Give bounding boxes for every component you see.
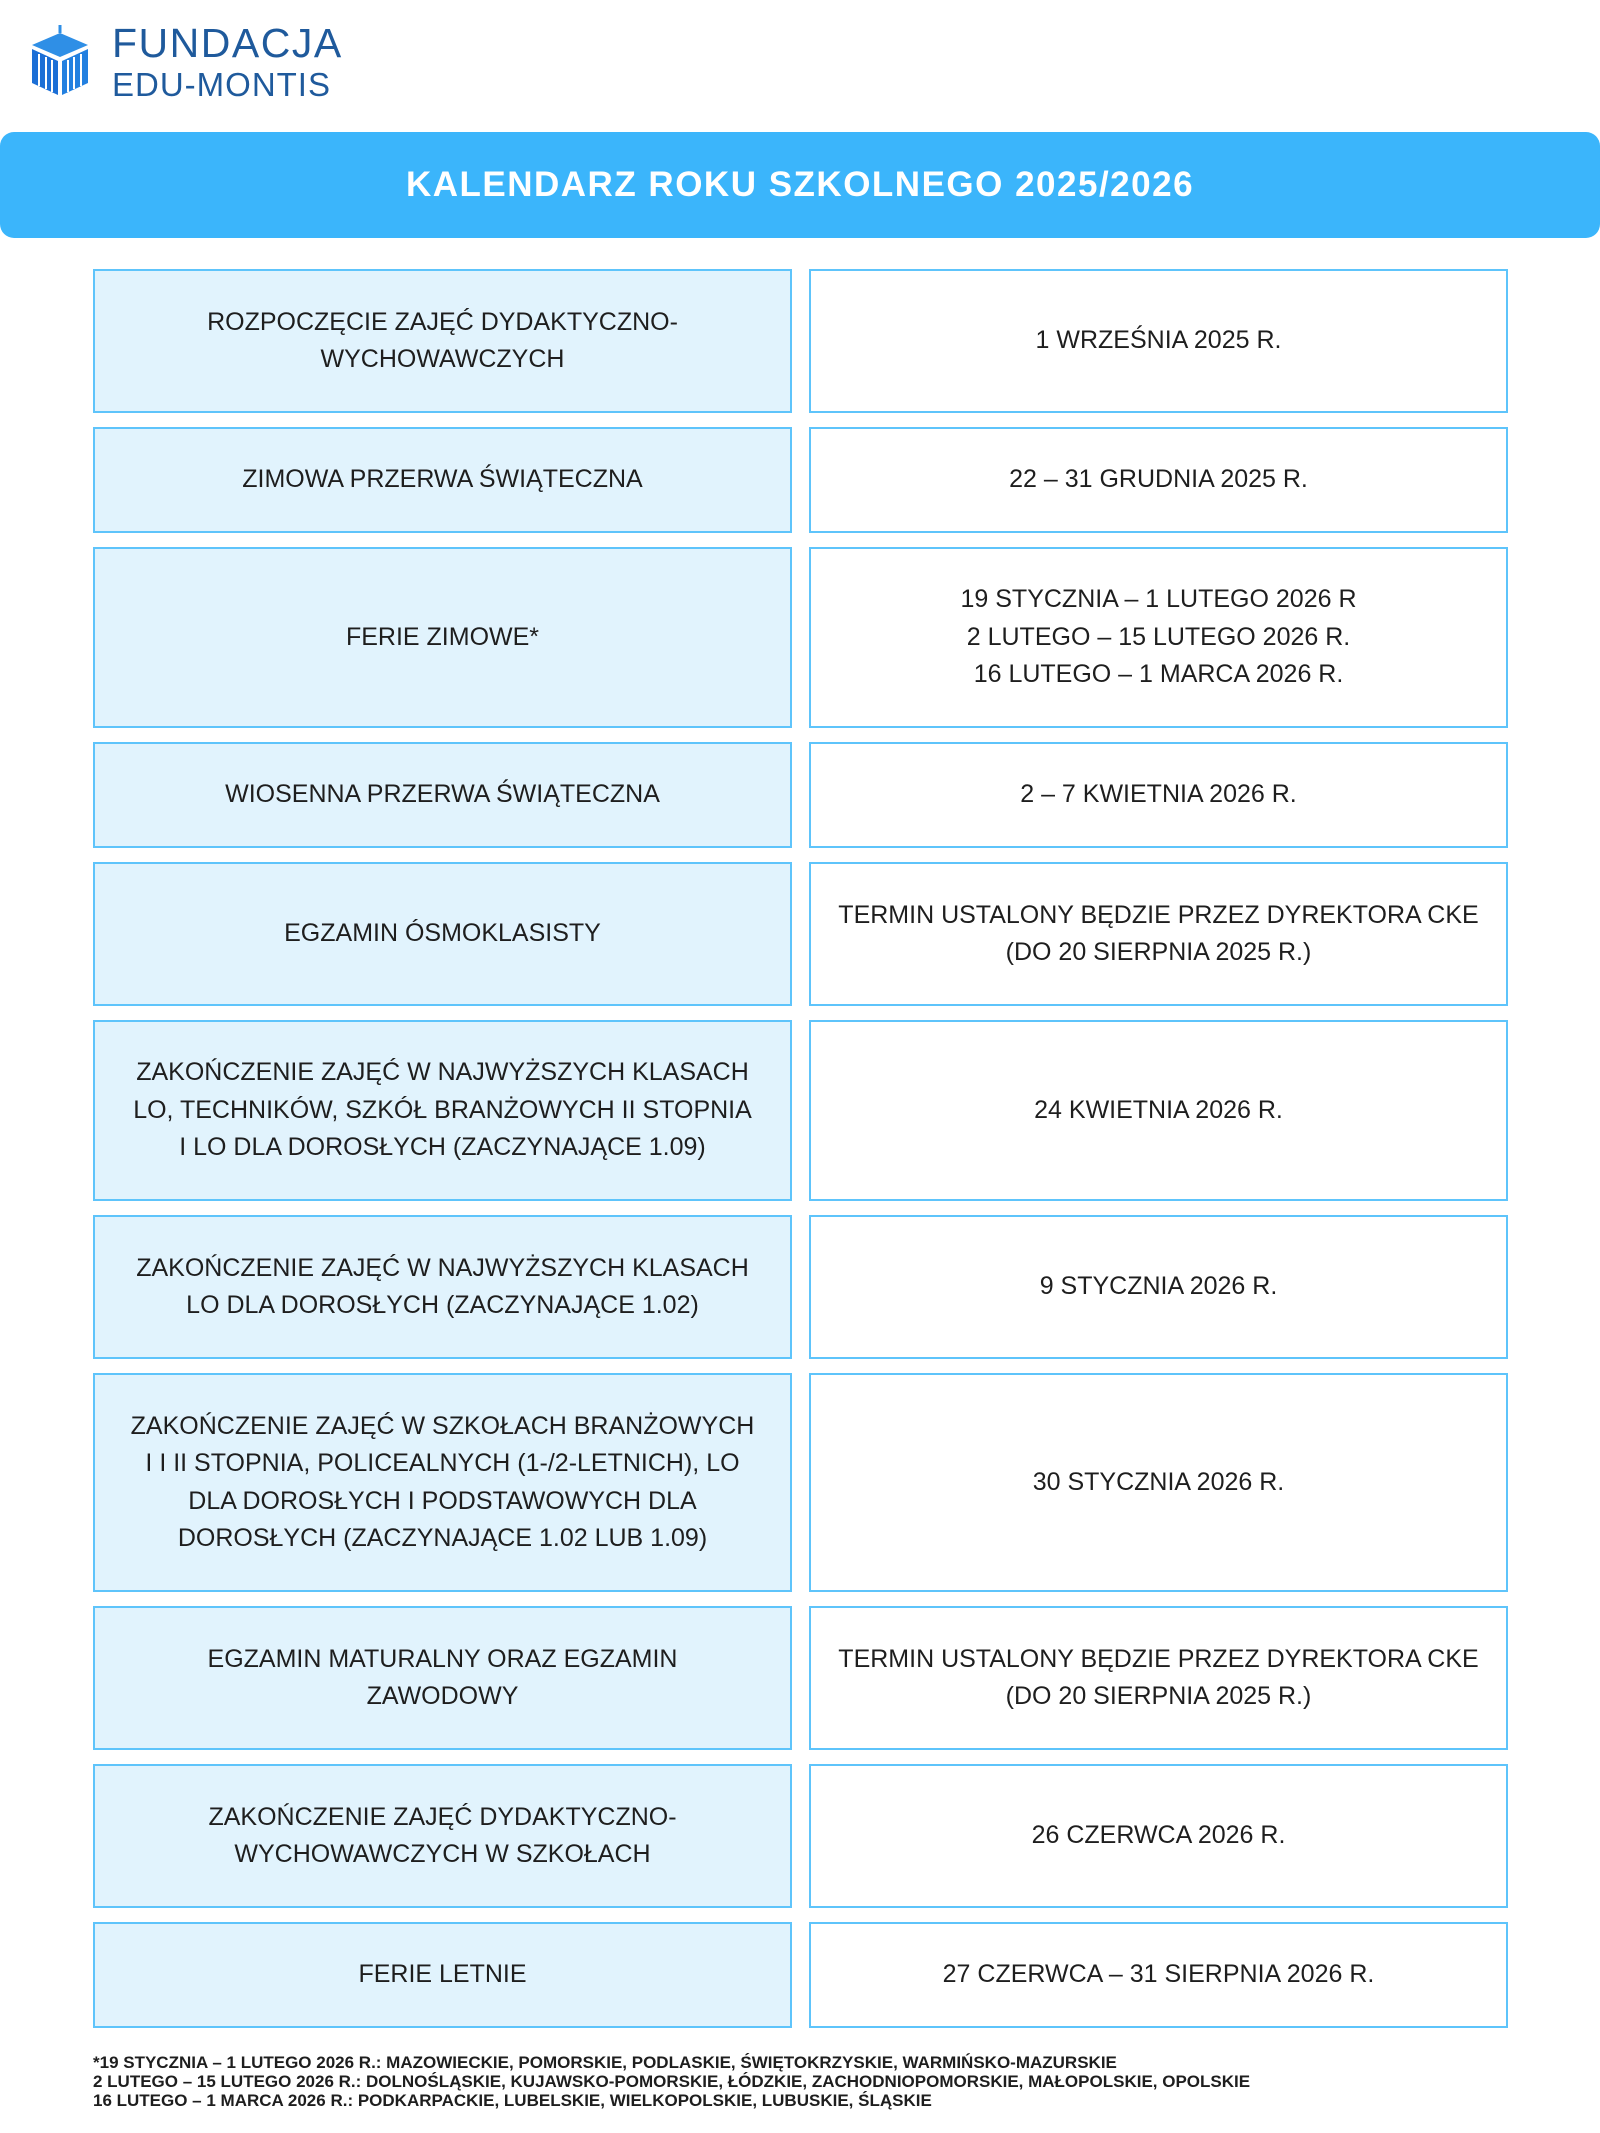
date-value: 2 – 7 KWIETNIA 2026 R.: [1020, 780, 1297, 809]
footnote-line: 16 LUTEGO – 1 MARCA 2026 R.: PODKARPACKIE, LUBELSKIE, WIELKOPOLSKIE, LUBUSKIE, ŚLĄSKIE: [93, 2091, 932, 2110]
event-label: EGZAMIN MATURALNY ORAZ EGZAMIN ZAWODOWY: [207, 1644, 678, 1710]
date-cell: [809, 547, 1508, 728]
date-cell: [809, 269, 1508, 413]
date-cell: [809, 862, 1508, 1006]
event-cell: [93, 269, 792, 413]
date-cell: [809, 1922, 1508, 2028]
event-cell: [93, 742, 792, 848]
date-value: 19 STYCZNIA – 1 LUTEGO 2026 R 2 LUTEGO – 15 LUTEGO 2026 R. 16 LUTEGO – 1 MARCA 2026 R.: [960, 585, 1357, 689]
date-value: TERMIN USTALONY BĘDZIE PRZEZ DYREKTORA CKE (DO 20 SIERPNIA 2025 R.): [838, 900, 1479, 966]
calendar-table: [93, 269, 1508, 2028]
event-label: ZAKOŃCZENIE ZAJĘĆ W SZKOŁACH BRANŻOWYCH I I II STOPNIA, POLICEALNYCH (1-/2-LETNICH), LO DLA DOROSŁYCH I PODSTAWOWYCH DLA DOROSŁYCH (ZACZYNAJĄCE 1.02 LUB 1.09): [130, 1411, 755, 1552]
event-cell: [93, 427, 792, 533]
event-label: FERIE ZIMOWE*: [345, 622, 540, 651]
date-cell: [809, 1020, 1508, 1201]
table-row: [93, 1373, 1508, 1592]
date-value: 22 – 31 GRUDNIA 2025 R.: [1009, 465, 1308, 494]
event-label: WIOSENNA PRZERWA ŚWIĄTECZNA: [225, 780, 660, 809]
page-title: KALENDARZ ROKU SZKOLNEGO 2025/2026: [405, 165, 1195, 204]
table-row: [93, 1606, 1508, 1750]
event-cell: [93, 1020, 792, 1201]
event-cell: [93, 862, 792, 1006]
footnote-line: 2 LUTEGO – 15 LUTEGO 2026 R.: DOLNOŚLĄSKIE, KUJAWSKO-POMORSKIE, ŁÓDZKIE, ZACHODNIOPOMORSKIE, MAŁOPOLSKIE, OPOLSKIE: [93, 2072, 1251, 2091]
logo: [30, 22, 343, 102]
event-cell: [93, 1606, 792, 1750]
date-cell: [809, 1215, 1508, 1359]
date-value: TERMIN USTALONY BĘDZIE PRZEZ DYREKTORA CKE (DO 20 SIERPNIA 2025 R.): [838, 1644, 1479, 1710]
table-row: [93, 862, 1508, 1006]
event-label: ZIMOWA PRZERWA ŚWIĄTECZNA: [242, 465, 643, 494]
event-label: ROZPOCZĘCIE ZAJĘĆ DYDAKTYCZNO- WYCHOWAWCZYCH: [207, 307, 678, 373]
date-cell: [809, 1373, 1508, 1592]
date-cell: [809, 742, 1508, 848]
book-stack-icon: [30, 25, 90, 99]
date-value: 9 STYCZNIA 2026 R.: [1039, 1272, 1278, 1301]
event-cell: [93, 1922, 792, 2028]
footnote: [93, 2053, 1593, 2110]
footnote-line: *19 STYCZNIA – 1 LUTEGO 2026 R.: MAZOWIECKIE, POMORSKIE, PODLASKIE, ŚWIĘTOKRZYSKIE, WARMIŃSKO-MAZURSKIE: [93, 2053, 1117, 2072]
date-value: 24 KWIETNIA 2026 R.: [1034, 1095, 1283, 1124]
event-label: ZAKOŃCZENIE ZAJĘĆ DYDAKTYCZNO- WYCHOWAWCZYCH W SZKOŁACH: [208, 1802, 677, 1868]
logo-name: FUNDACJA: [112, 20, 343, 66]
table-row: [93, 269, 1508, 413]
event-label: ZAKOŃCZENIE ZAJĘĆ W NAJWYŻSZYCH KLASACH LO, TECHNIKÓW, SZKÓŁ BRANŻOWYCH II STOPNIA I LO DLA DOROSŁYCH (ZACZYNAJĄCE 1.09): [133, 1058, 752, 1162]
logo-subname: EDU-MONTIS: [112, 66, 331, 103]
table-row: [93, 1922, 1508, 2028]
table-row: [93, 547, 1508, 728]
date-value: 26 CZERWCA 2026 R.: [1031, 1821, 1286, 1850]
event-cell: [93, 1215, 792, 1359]
event-cell: [93, 547, 792, 728]
table-row: [93, 1764, 1508, 1908]
date-cell: [809, 1606, 1508, 1750]
date-cell: [809, 427, 1508, 533]
title-banner: [0, 132, 1600, 238]
table-row: [93, 742, 1508, 848]
date-cell: [809, 1764, 1508, 1908]
table-row: [93, 1215, 1508, 1359]
event-label: EGZAMIN ÓSMOKLASISTY: [284, 919, 601, 948]
date-value: 30 STYCZNIA 2026 R.: [1032, 1467, 1285, 1496]
event-cell: [93, 1764, 792, 1908]
table-row: [93, 427, 1508, 533]
event-label: FERIE LETNIE: [358, 1960, 527, 1989]
date-value: 1 WRZEŚNIA 2025 R.: [1035, 326, 1282, 355]
table-row: [93, 1020, 1508, 1201]
event-label: ZAKOŃCZENIE ZAJĘĆ W NAJWYŻSZYCH KLASACH LO DLA DOROSŁYCH (ZACZYNAJĄCE 1.02): [136, 1253, 749, 1319]
event-cell: [93, 1373, 792, 1592]
logo-text: [112, 20, 343, 103]
date-value: 27 CZERWCA – 31 SIERPNIA 2026 R.: [942, 1960, 1375, 1989]
